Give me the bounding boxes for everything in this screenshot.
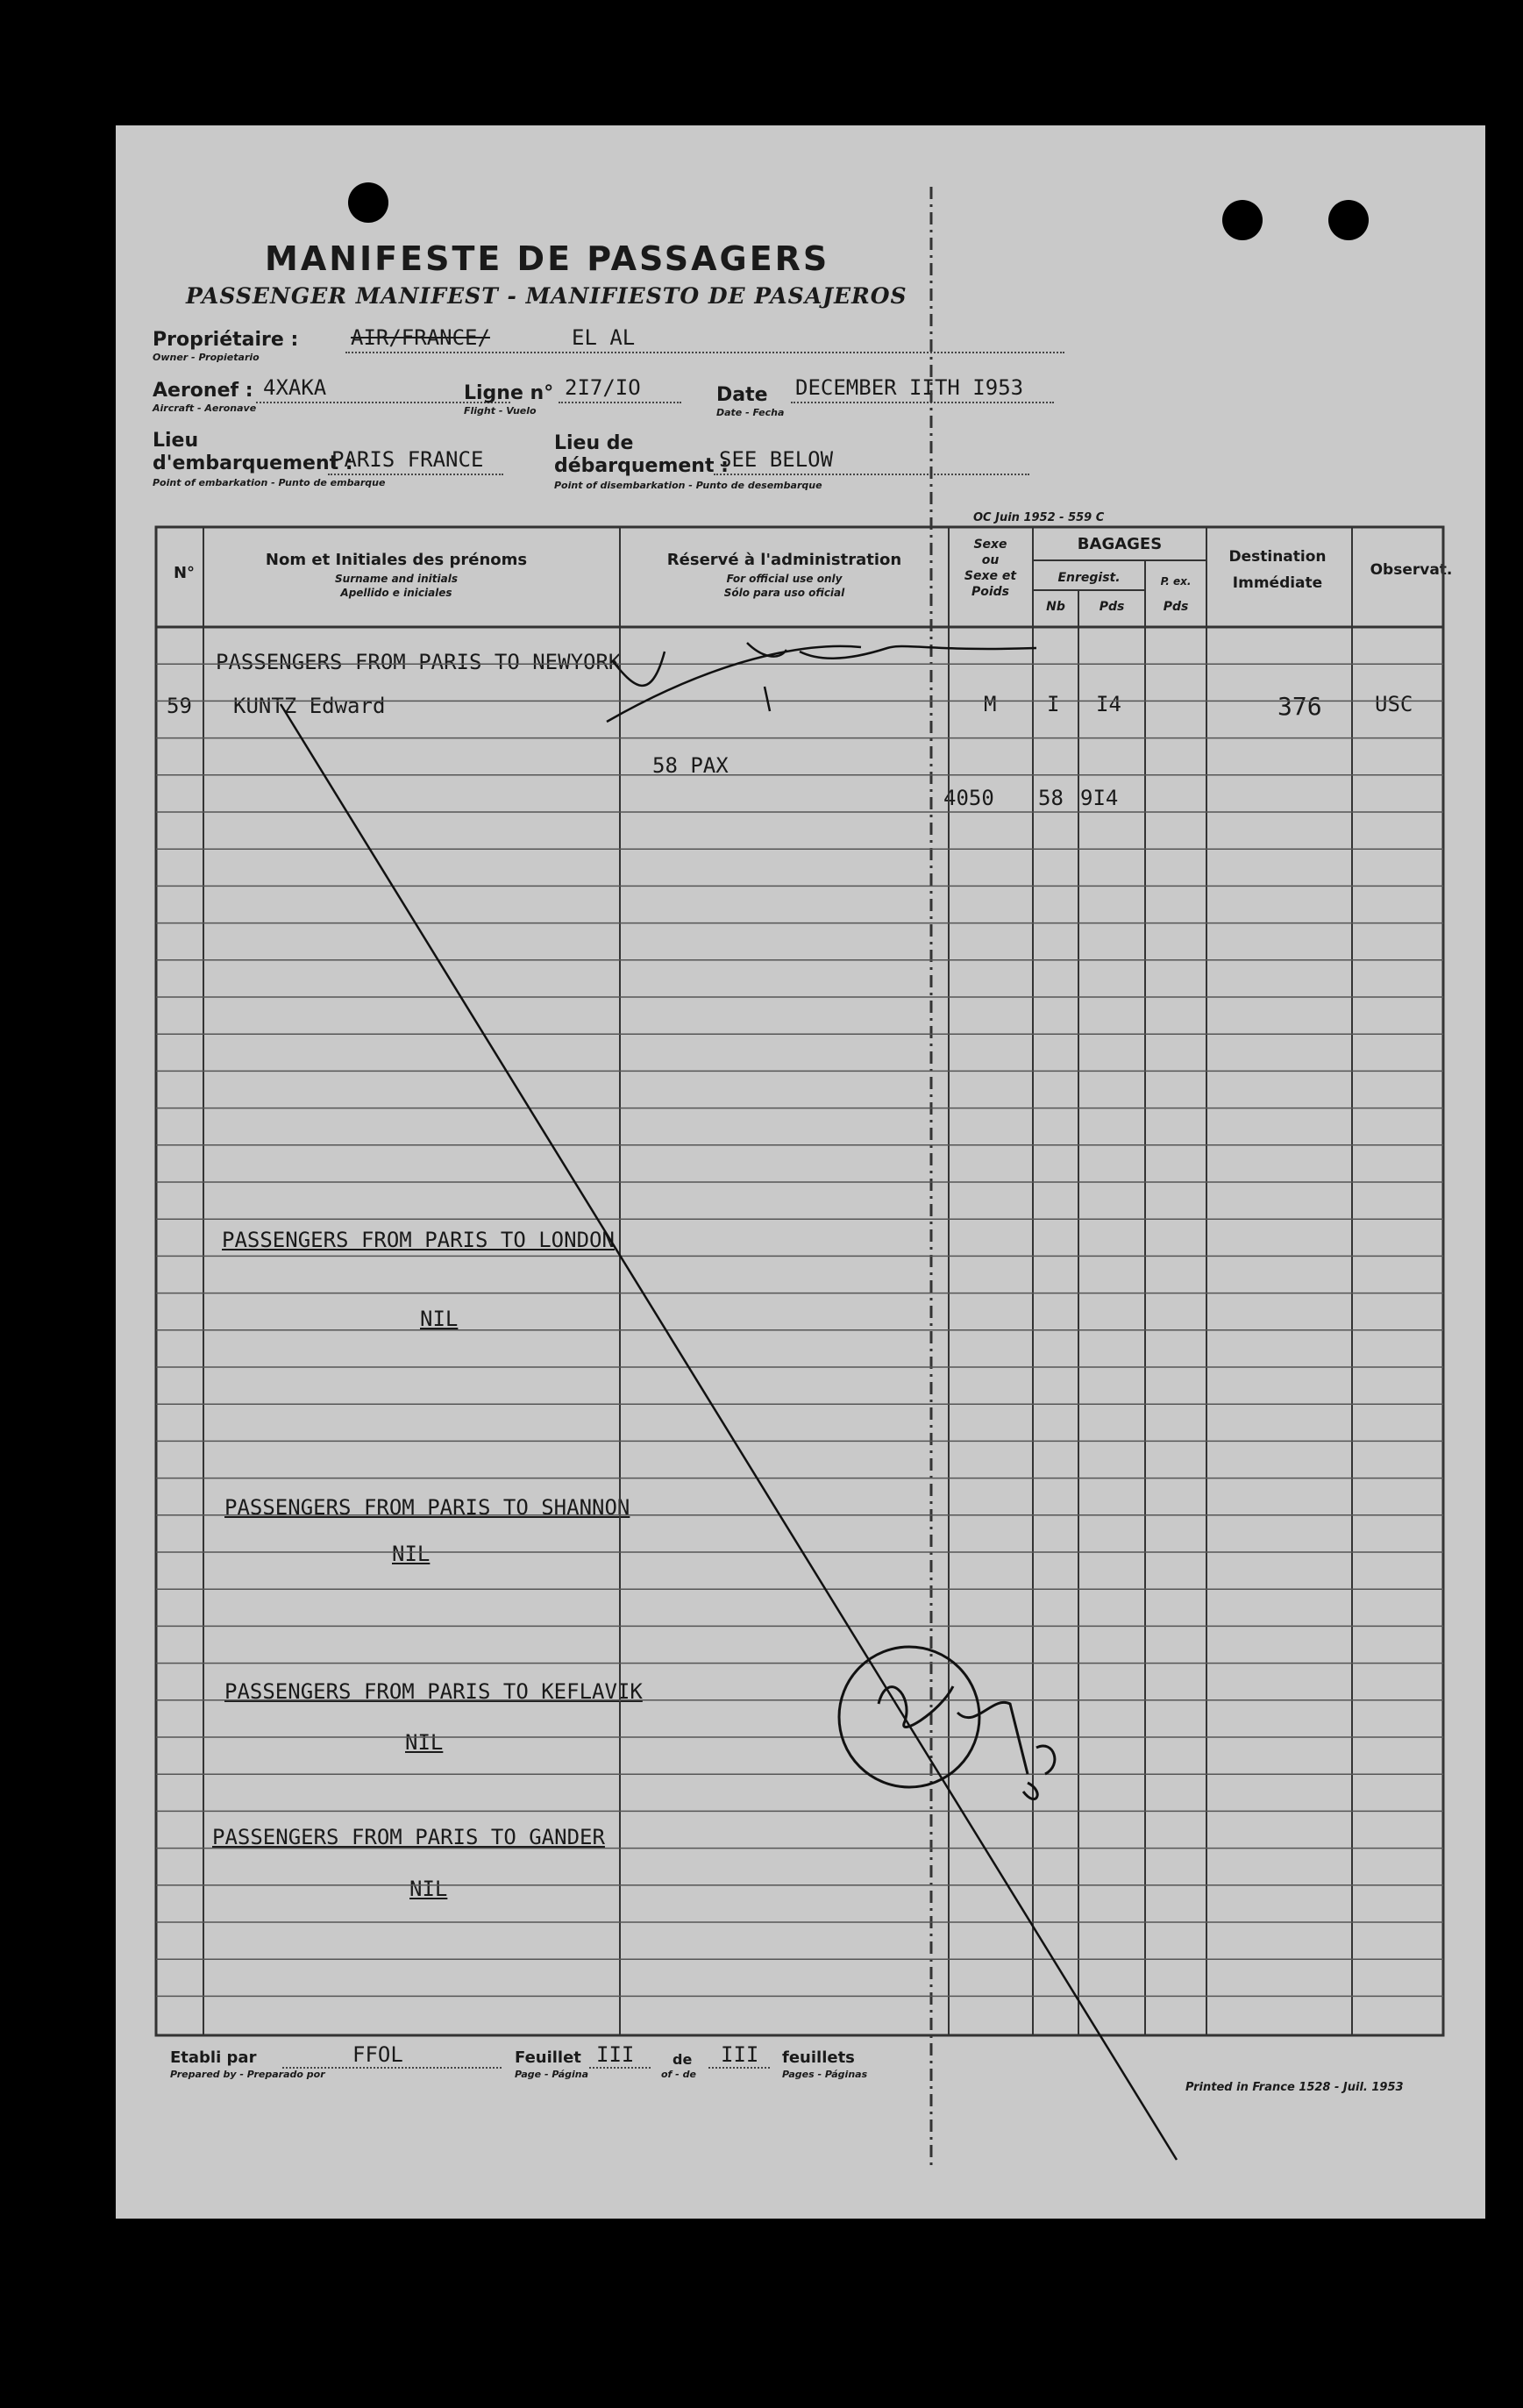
manifest-subtitle: PASSENGER MANIFEST - MANIFIESTO DE PASAJEROS <box>186 283 907 309</box>
section-keflavik: PASSENGERS FROM PARIS TO KEFLAVIK <box>224 1679 643 1704</box>
stamp-signature <box>879 1686 1055 1799</box>
header-sex-1: Sexe <box>973 538 1007 552</box>
table-border <box>156 527 1443 2035</box>
handwritten-note <box>607 643 1036 722</box>
passenger-bag-pds: I4 <box>1096 692 1121 716</box>
header-destination-2: Immédiate <box>1232 574 1323 592</box>
form-reference: OC Juin 1952 - 559 C <box>973 511 1105 524</box>
owner-value: EL AL <box>572 325 636 350</box>
of-sub: of - de <box>661 2069 696 2080</box>
header-sex-2: ou <box>981 553 1000 567</box>
passenger-no: 59 <box>167 694 192 718</box>
section-newyork: PASSENGERS FROM PARIS TO NEWYORK <box>216 650 622 674</box>
page-value: III <box>596 2042 635 2067</box>
total-bag-pds: 9I4 <box>1080 786 1119 810</box>
header-no: N° <box>173 564 196 582</box>
owner-sub: Owner - Propietario <box>153 352 260 363</box>
page-label: Feuillet <box>515 2048 581 2067</box>
owner-struck-value: AIR/FRANCE/ <box>351 325 490 350</box>
header-name-sub-1: Surname and initials <box>335 573 458 585</box>
header-excess: P. ex. <box>1160 575 1192 588</box>
pax-total: 58 PAX <box>652 753 729 778</box>
aircraft-value: 4XAKA <box>263 375 327 400</box>
disembark-sub: Point of disembarkation - Punto de desembarque <box>554 480 822 491</box>
header-nb: Nb <box>1046 600 1065 614</box>
date-sub: Date - Fecha <box>716 407 785 418</box>
section-london: PASSENGERS FROM PARIS TO LONDON <box>222 1228 615 1252</box>
flight-value: 2I7/IO <box>565 375 641 400</box>
header-admin-sub-2: Sólo para uso oficial <box>723 587 845 599</box>
nil-keflavik: NIL <box>405 1730 444 1755</box>
manifest-title: MANIFESTE DE PASSAGERS <box>265 239 830 278</box>
of-value: III <box>721 2042 759 2067</box>
header-pds: Pds <box>1099 600 1125 614</box>
aircraft-sub: Aircraft - Aeronave <box>153 403 257 414</box>
total-weight: 4050 <box>943 786 994 810</box>
header-admin-sub-1: For official use only <box>726 573 843 585</box>
header-admin: Réservé à l'administration <box>666 551 902 569</box>
manifest-sheet <box>116 125 1485 2219</box>
header-enregist: Enregist. <box>1057 571 1121 585</box>
passenger-name: KUNTZ Edward <box>233 694 386 718</box>
aircraft-label: Aeronef : <box>153 380 253 402</box>
header-sex-3: Sexe et <box>964 569 1017 583</box>
disembark-label-2: débarquement : <box>554 455 729 477</box>
embark-label-1: Lieu <box>153 430 199 452</box>
row-lines <box>156 664 1443 1996</box>
passenger-sex: M <box>984 692 997 716</box>
embark-label-2: d'embarquement : <box>153 452 353 474</box>
header-name: Nom et Initiales des prénoms <box>265 551 528 569</box>
pages-sub: Pages - Páginas <box>782 2069 868 2080</box>
owner-label: Propriétaire : <box>153 329 299 351</box>
flight-label: Ligne n° <box>464 382 554 404</box>
prepared-label: Etabli par <box>170 2048 257 2067</box>
date-value: DECEMBER IITH I953 <box>795 375 1024 400</box>
section-gander: PASSENGERS FROM PARIS TO GANDER <box>212 1825 605 1849</box>
of-label: de <box>673 2051 693 2068</box>
header-bagages: BAGAGES <box>1077 535 1163 553</box>
total-bag-nb: 58 <box>1038 786 1064 810</box>
prepared-sub: Prepared by - Preparado por <box>170 2069 325 2080</box>
flight-sub: Flight - Vuelo <box>464 405 537 417</box>
circular-stamp <box>839 1647 979 1787</box>
section-shannon: PASSENGERS FROM PARIS TO SHANNON <box>224 1495 630 1520</box>
page-sub: Page - Página <box>515 2069 589 2080</box>
nil-gander: NIL <box>409 1877 448 1901</box>
printed-in-france: Printed in France 1528 - Juil. 1953 <box>1185 2081 1404 2094</box>
date-label: Date <box>716 384 768 406</box>
header-destination-1: Destination <box>1228 548 1327 566</box>
manifest-table-grid <box>116 125 1485 2219</box>
disembark-value: SEE BELOW <box>719 447 834 472</box>
embark-sub: Point of embarkation - Punto de embarque <box>153 477 386 488</box>
embark-value: PARIS FRANCE <box>331 447 484 472</box>
prepared-value: FFOL <box>352 2042 403 2067</box>
header-name-sub-2: Apellido e iniciales <box>340 587 452 599</box>
pages-label: feuillets <box>782 2048 855 2067</box>
header-sex-4: Poids <box>971 585 1010 599</box>
passenger-observation: USC <box>1375 692 1413 716</box>
disembark-label-1: Lieu de <box>554 432 634 454</box>
nil-shannon: NIL <box>392 1542 431 1566</box>
header-observ: Observat. <box>1370 561 1453 579</box>
passenger-destination: 376 <box>1277 692 1322 721</box>
header-excess-pds: Pds <box>1163 600 1189 614</box>
passenger-bag-nb: I <box>1047 692 1060 716</box>
nil-london: NIL <box>420 1307 459 1331</box>
